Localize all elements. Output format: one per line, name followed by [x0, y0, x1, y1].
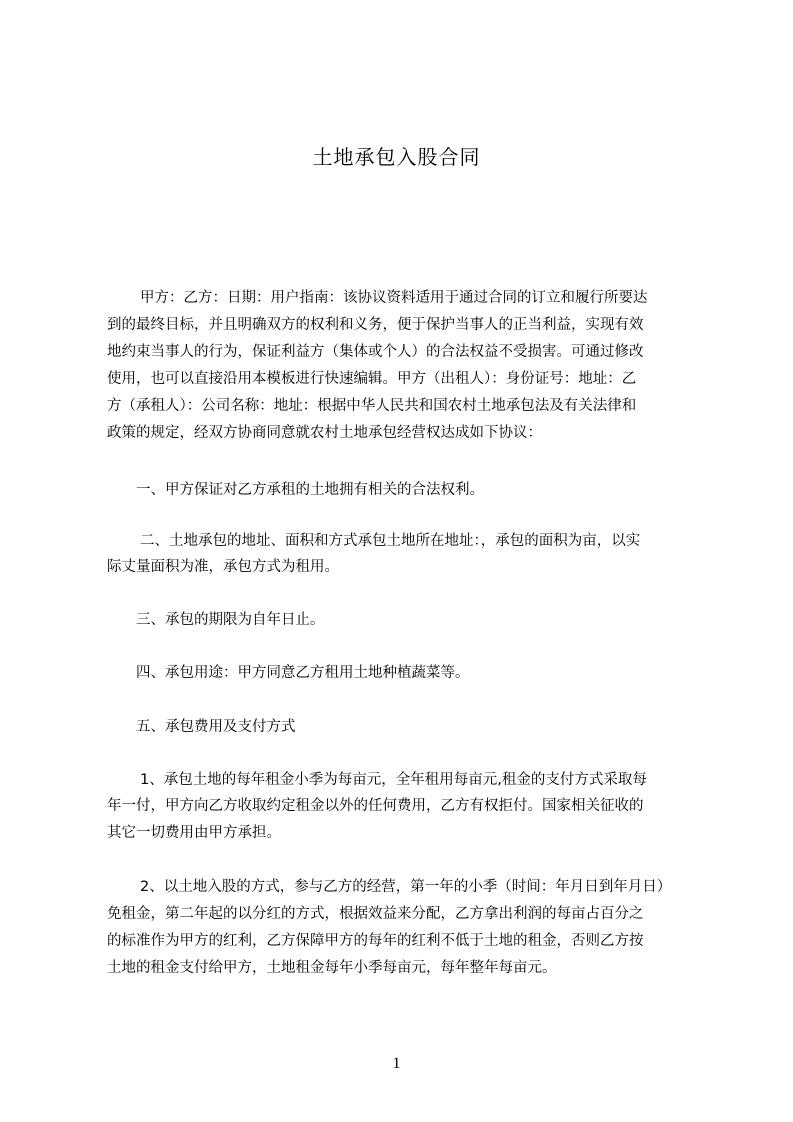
intro-line: 地约束当事人的行为，保证利益方（集体或个人）的合法权益不受损害。可通过修改: [107, 344, 644, 360]
clause-2-line: 际丈量面积为准，承包方式为租用。: [107, 559, 339, 575]
item-2-line: 的标准作为甲方的红利，乙方保障甲方的每年的红利不低于土地的租金，否则乙方按: [107, 933, 644, 949]
item-1-line: 1、承包土地的每年租金小季为每亩元，全年租用每亩元,租金的支付方式采取每: [140, 772, 647, 788]
item-2-line: 土地的租金支付给甲方，土地租金每年小季每亩元，每年整年每亩元。: [107, 960, 557, 976]
clause-1: 一、甲方保证对乙方承租的土地拥有相关的合法权利。: [136, 482, 484, 498]
intro-line: 使用，也可以直接沿用本模板进行快速编辑。甲方（出租人）：身份证号：地址：乙: [107, 371, 637, 387]
item-1-line: 其它一切费用由甲方承担。: [107, 825, 281, 841]
intro-line: 到的最终目标，并且明确双方的权利和义务，便于保护当事人的正当利益，实现有效: [107, 317, 644, 333]
clause-4: 四、承包用途：甲方同意乙方租用土地种植蔬菜等。: [136, 665, 470, 681]
clause-3: 三、承包的期限为自年日止。: [136, 612, 325, 628]
page-number: 1: [392, 1055, 401, 1072]
document-title: 土地承包入股合同: [312, 145, 481, 169]
clause-2-line: 二、土地承包的地址、面积和方式承包土地所在地址：，承包的面积为亩，以实: [140, 533, 641, 549]
item-1-line: 年一付，甲方向乙方收取约定租金以外的任何费用，乙方有权拒付。国家相关征收的: [107, 798, 644, 814]
item-2-line: 免租金，第二年起的以分红的方式，根据效益来分配，乙方拿出利润的每亩占百分之: [107, 906, 644, 922]
clause-5: 五、承包费用及支付方式: [136, 719, 296, 735]
item-2-line: 2、以土地入股的方式，参与乙方的经营，第一年的小季（时间：年月日到年月日）: [140, 879, 672, 895]
intro-line: 甲方：乙方：日期：用户指南：该协议资料适用于通过合同的订立和履行所要达: [140, 290, 648, 306]
intro-line: 方（承租人）：公司名称：地址：根据中华人民共和国农村土地承包法及有关法律和: [107, 398, 637, 414]
intro-line: 政策的规定，经双方协商同意就农村土地承包经营权达成如下协议：: [107, 425, 542, 441]
